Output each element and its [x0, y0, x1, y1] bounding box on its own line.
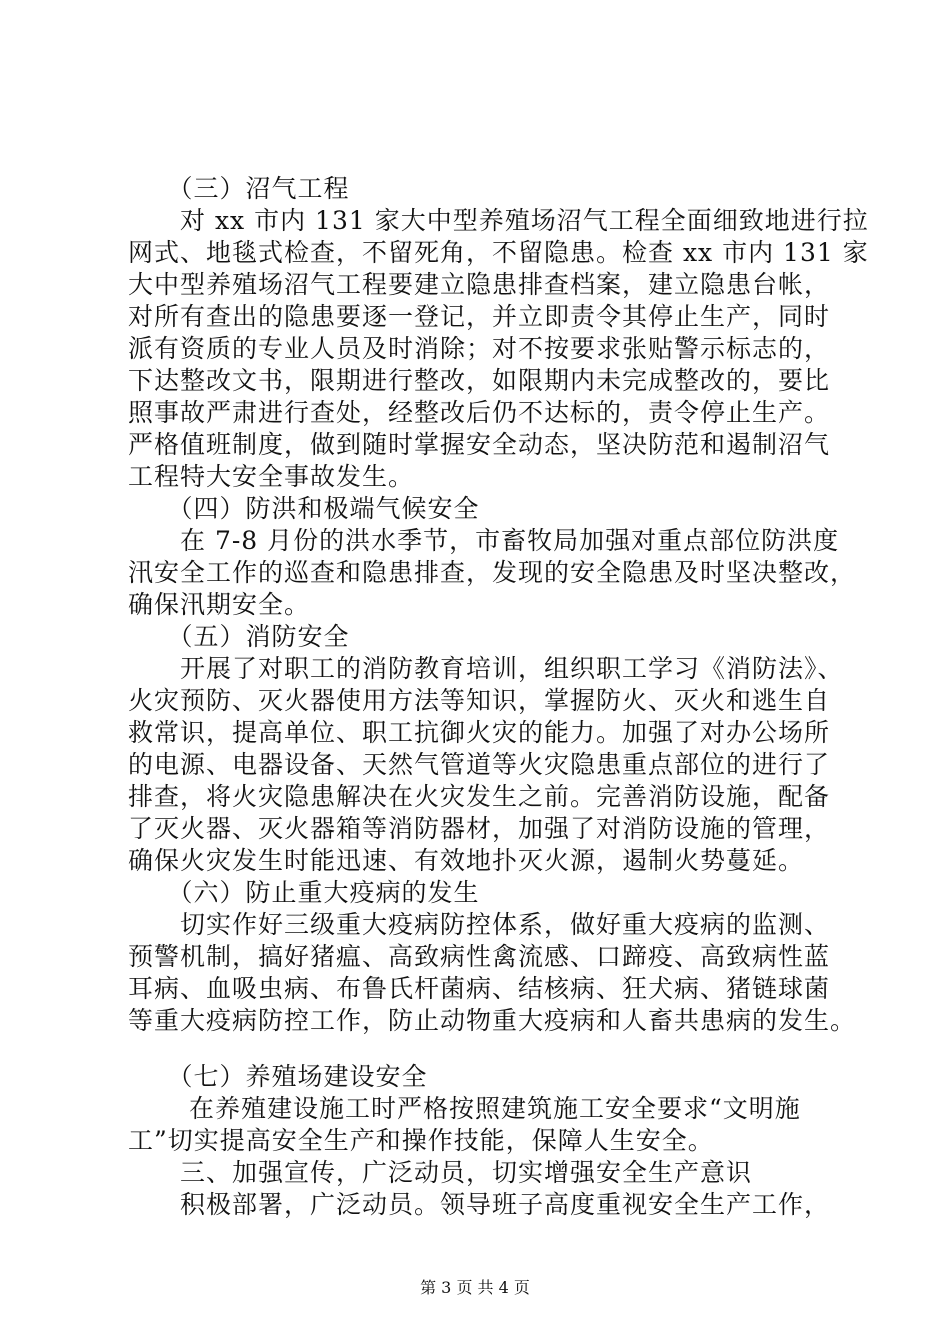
text-line: 确保汛期安全。	[128, 590, 311, 619]
text-line: 切实作好三级重大疫病防控体系，做好重大疫病的监测、	[128, 910, 831, 939]
section-heading: （七）养殖场建设安全	[128, 1062, 428, 1091]
text-line: 开展了对职工的消防教育培训，组织职工学习《消防法》、	[128, 654, 844, 683]
text-line: 工”切实提高安全生产和操作技能，保障人生安全。	[128, 1126, 714, 1155]
text-line: 救常识，提高单位、职工抗御火灾的能力。加强了对办公场所	[128, 718, 831, 747]
text-line: 确保火灾发生时能迅速、有效地扑灭火源，遏制火势蔓延。	[128, 846, 805, 875]
text-line: 照事故严肃进行查处，经整改后仍不达标的，责令停止生产。	[128, 398, 831, 427]
text-line: 派有资质的专业人员及时消除；对不按要求张贴警示标志的，	[128, 334, 831, 363]
text-line: 在 7-8 月份的洪水季节，市畜牧局加强对重点部位防洪度	[128, 526, 840, 555]
text-line: 在养殖建设施工时严格按照建筑施工安全要求“文明施	[128, 1094, 801, 1123]
text-line: 汛安全工作的巡查和隐患排查，发现的安全隐患及时坚决整改，	[128, 558, 857, 587]
section-heading: 三、加强宣传，广泛动员，切实增强安全生产意识	[128, 1158, 753, 1187]
text-line: 耳病、血吸虫病、布鲁氏杆菌病、结核病、狂犬病、猪链球菌	[128, 974, 831, 1003]
text-line: 等重大疫病防控工作，防止动物重大疫病和人畜共患病的发生。	[128, 1006, 857, 1035]
text-line: 积极部署，广泛动员。领导班子高度重视安全生产工作，	[128, 1190, 831, 1219]
text-line: 火灾预防、灭火器使用方法等知识，掌握防火、灭火和逃生自	[128, 686, 831, 715]
text-line: 排查，将火灾隐患解决在火灾发生之前。完善消防设施，配备	[128, 782, 831, 811]
text-line: 的电源、电器设备、天然气管道等火灾隐患重点部位的进行了	[128, 750, 831, 779]
section-heading: （五）消防安全	[128, 622, 350, 651]
text-line: 严格值班制度，做到随时掌握安全动态，坚决防范和遏制沼气	[128, 430, 831, 459]
text-line: 对 xx 市内 131 家大中型养殖场沼气工程全面细致地进行拉	[128, 206, 869, 235]
text-line: （三）沼气工程	[128, 174, 350, 203]
section-heading: （六）防止重大疫病的发生	[128, 878, 480, 907]
text-line: 对所有查出的隐患要逐一登记，并立即责令其停止生产，同时	[128, 302, 831, 331]
text-line: 预警机制，搞好猪瘟、高致病性禽流感、口蹄疫、高致病性蓝	[128, 942, 831, 971]
text-line: 大中型养殖场沼气工程要建立隐患排查档案，建立隐患台帐，	[128, 270, 831, 299]
text-line: 下达整改文书，限期进行整改，如限期内未完成整改的，要比	[128, 366, 831, 395]
page-footer: 第 3 页 共 4 页	[420, 1278, 530, 1297]
text-line: 工程特大安全事故发生。	[128, 462, 415, 491]
text-line: 网式、地毯式检查，不留死角，不留隐患。检查 xx 市内 131 家	[128, 238, 869, 267]
text-line: 了灭火器、灭火器箱等消防器材，加强了对消防设施的管理，	[128, 814, 831, 843]
section-heading: （四）防洪和极端气候安全	[128, 494, 480, 523]
